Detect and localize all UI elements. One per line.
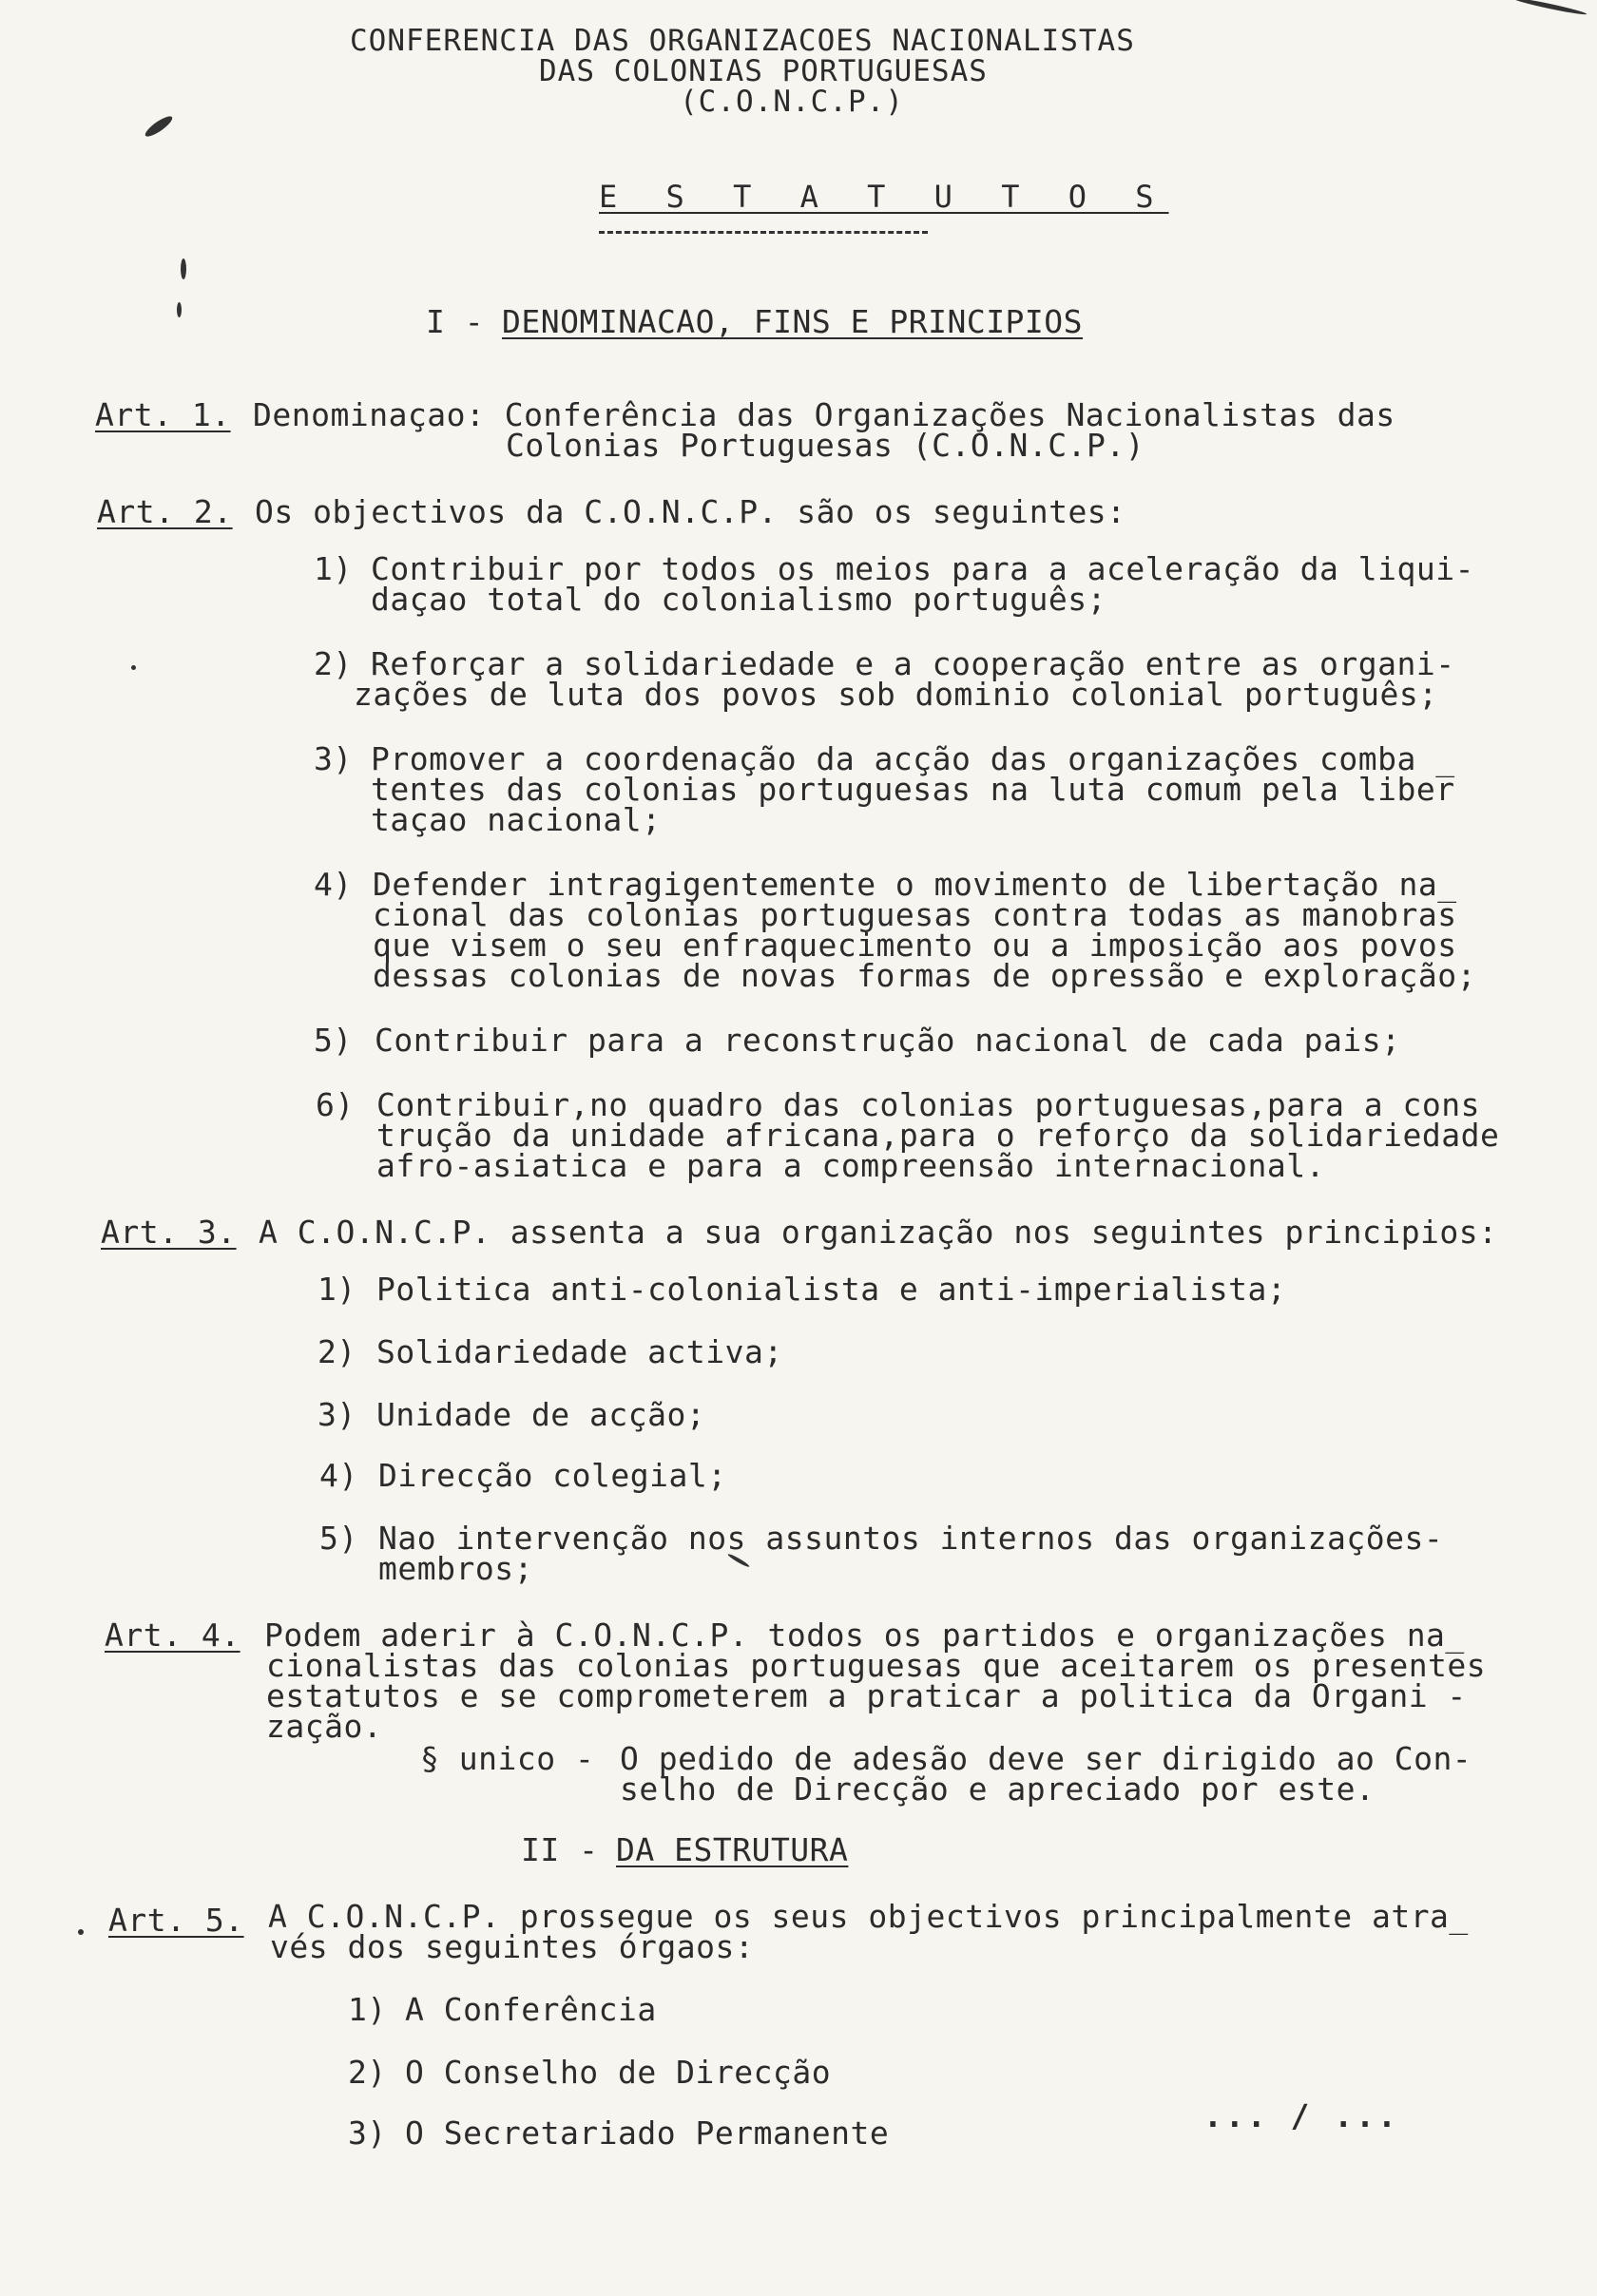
art-5-label: Art. 5. bbox=[108, 1902, 244, 1939]
art-3-intro: A C.O.N.C.P. assenta a sua organização nos seguintes principios: bbox=[259, 1214, 1498, 1251]
art-2-item-3-line-1: Promover a coordenação da acção das organizações comba _ bbox=[371, 740, 1455, 777]
page-continuation: ... / ... bbox=[1203, 2097, 1399, 2134]
art-2-item-4-line-4: dessas colonias de novas formas de opressão e exploração; bbox=[373, 957, 1476, 994]
art-5-item-2-text: O Conselho de Direcção bbox=[405, 2054, 832, 2091]
art-5-line-1: A C.O.N.C.P. prossegue os seus objectivos principalmente atra_ bbox=[268, 1898, 1469, 1935]
art-2-item-1-line-2: daçao total do colonialismo português; bbox=[371, 581, 1106, 618]
art-4-paragraph-line-1: O pedido de adesão deve ser dirigido ao Con- bbox=[620, 1740, 1472, 1777]
art-5-line-2: vés dos seguintes órgaos: bbox=[270, 1928, 755, 1965]
ink-smudge bbox=[143, 113, 175, 140]
art-4-line-3: estatutos e se comprometerem a praticar a politica da Organi - bbox=[266, 1677, 1467, 1714]
art-3-item-5-line-1: Nao intervenção nos assuntos internos das organizações- bbox=[378, 1520, 1444, 1557]
art-2-item-2-number: 2) bbox=[314, 645, 353, 682]
art-3-item-1-number: 1) bbox=[317, 1271, 356, 1308]
art-2-item-4-number: 4) bbox=[314, 866, 353, 903]
art-4-line-2: cionalistas das colonias portuguesas que aceitarem os presentes bbox=[266, 1647, 1487, 1684]
art-3-item-4-number: 4) bbox=[319, 1457, 358, 1494]
art-2-intro: Os objectivos da C.O.N.C.P. são os seguintes: bbox=[255, 493, 1126, 530]
art-4-paragraph-line-2: selho de Direcção e apreciado por este. bbox=[620, 1770, 1376, 1808]
art-2-item-5-number: 5) bbox=[314, 1022, 353, 1059]
header-line-3: (C.O.N.C.P.) bbox=[680, 85, 904, 119]
section-2-number: II - bbox=[521, 1831, 599, 1868]
art-2-item-6-line-3: afro-asiatica e para a compreensão internacional. bbox=[376, 1147, 1326, 1184]
art-2-item-2-line-1: Reforçar a solidariedade e a cooperação entre as organi- bbox=[371, 645, 1455, 682]
art-1-label: Art. 1. bbox=[95, 396, 231, 433]
art-2-item-1-number: 1) bbox=[314, 550, 353, 587]
art-2-item-4-line-2: cional das colonias portuguesas contra todas as manobras bbox=[373, 896, 1457, 933]
title-rule bbox=[599, 231, 928, 234]
art-3-item-2-number: 2) bbox=[317, 1333, 356, 1370]
document-title: E S T A T U T O S bbox=[599, 179, 1169, 215]
art-2-item-3-number: 3) bbox=[314, 740, 353, 777]
art-2-item-1-line-1: Contribuir por todos os meios para a aceleração da liqui- bbox=[371, 550, 1474, 587]
art-2-item-3-line-2: tentes das colonias portuguesas na luta comum pela liber bbox=[371, 771, 1455, 808]
header-line-1: CONFERENCIA DAS ORGANIZACOES NACIONALISTAS bbox=[350, 24, 1135, 58]
art-2-item-3-line-3: taçao nacional; bbox=[371, 801, 662, 838]
art-5-item-3-number: 3) bbox=[348, 2114, 387, 2152]
art-1-text-line-1: Denominaçao: Conferência das Organizações Nacionalistas das bbox=[253, 396, 1395, 433]
art-5-item-1-number: 1) bbox=[348, 1991, 387, 2028]
art-2-item-4-line-1: Defender intragigentemente o movimento de libertação na_ bbox=[373, 866, 1457, 903]
art-3-item-1-line-1: Politica anti-colonialista e anti-imperialista; bbox=[376, 1271, 1287, 1308]
ink-mark bbox=[181, 258, 186, 279]
art-1-text-line-2: Colonias Portuguesas (C.O.N.C.P.) bbox=[506, 427, 1145, 464]
art-2-item-6-line-2: trução da unidade africana,para o reforço da solidariedade bbox=[376, 1117, 1500, 1154]
art-5-item-2-number: 2) bbox=[348, 2054, 387, 2091]
art-3-item-3-number: 3) bbox=[317, 1396, 356, 1433]
art-4-paragraph-label: § unico - bbox=[420, 1740, 595, 1777]
art-3-item-3-line-1: Unidade de acção; bbox=[376, 1396, 706, 1433]
header-line-2: DAS COLONIAS PORTUGUESAS bbox=[539, 54, 988, 88]
art-5-item-3-text: O Secretariado Permanente bbox=[405, 2114, 890, 2152]
art-3-label: Art. 3. bbox=[101, 1214, 237, 1251]
art-4-line-1: Podem aderir à C.O.N.C.P. todos os partidos e organizações na_ bbox=[264, 1617, 1465, 1654]
ink-dot bbox=[131, 665, 136, 670]
art-3-item-4-line-1: Direcção colegial; bbox=[378, 1457, 727, 1494]
art-2-item-2-line-2: zações de luta dos povos sob dominio colonial português; bbox=[354, 676, 1438, 713]
art-3-item-5-line-2: membros; bbox=[378, 1550, 533, 1587]
art-4-line-4: zação. bbox=[266, 1708, 383, 1745]
section-2-title: DA ESTRUTURA bbox=[616, 1831, 849, 1868]
ink-mark bbox=[1511, 0, 1587, 16]
section-1-number: I - bbox=[426, 303, 485, 340]
art-2-item-6-number: 6) bbox=[316, 1086, 355, 1123]
art-3-item-5-number: 5) bbox=[319, 1520, 358, 1557]
art-2-label: Art. 2. bbox=[97, 493, 233, 530]
art-2-item-4-line-3: que visem o seu enfraquecimento ou a imposição aos povos bbox=[373, 927, 1457, 964]
ink-mark bbox=[177, 302, 182, 317]
ink-dot bbox=[78, 1929, 84, 1935]
art-5-item-1-text: A Conferência bbox=[405, 1991, 657, 2028]
art-4-label: Art. 4. bbox=[105, 1617, 241, 1654]
section-1-title: DENOMINACAO, FINS E PRINCIPIOS bbox=[502, 303, 1084, 340]
art-2-item-5-line-1: Contribuir para a reconstrução nacional de cada pais; bbox=[375, 1022, 1401, 1059]
art-3-item-2-line-1: Solidariedade activa; bbox=[376, 1333, 783, 1370]
art-2-item-6-line-1: Contribuir,no quadro das colonias portuguesas,para a cons bbox=[376, 1086, 1480, 1123]
